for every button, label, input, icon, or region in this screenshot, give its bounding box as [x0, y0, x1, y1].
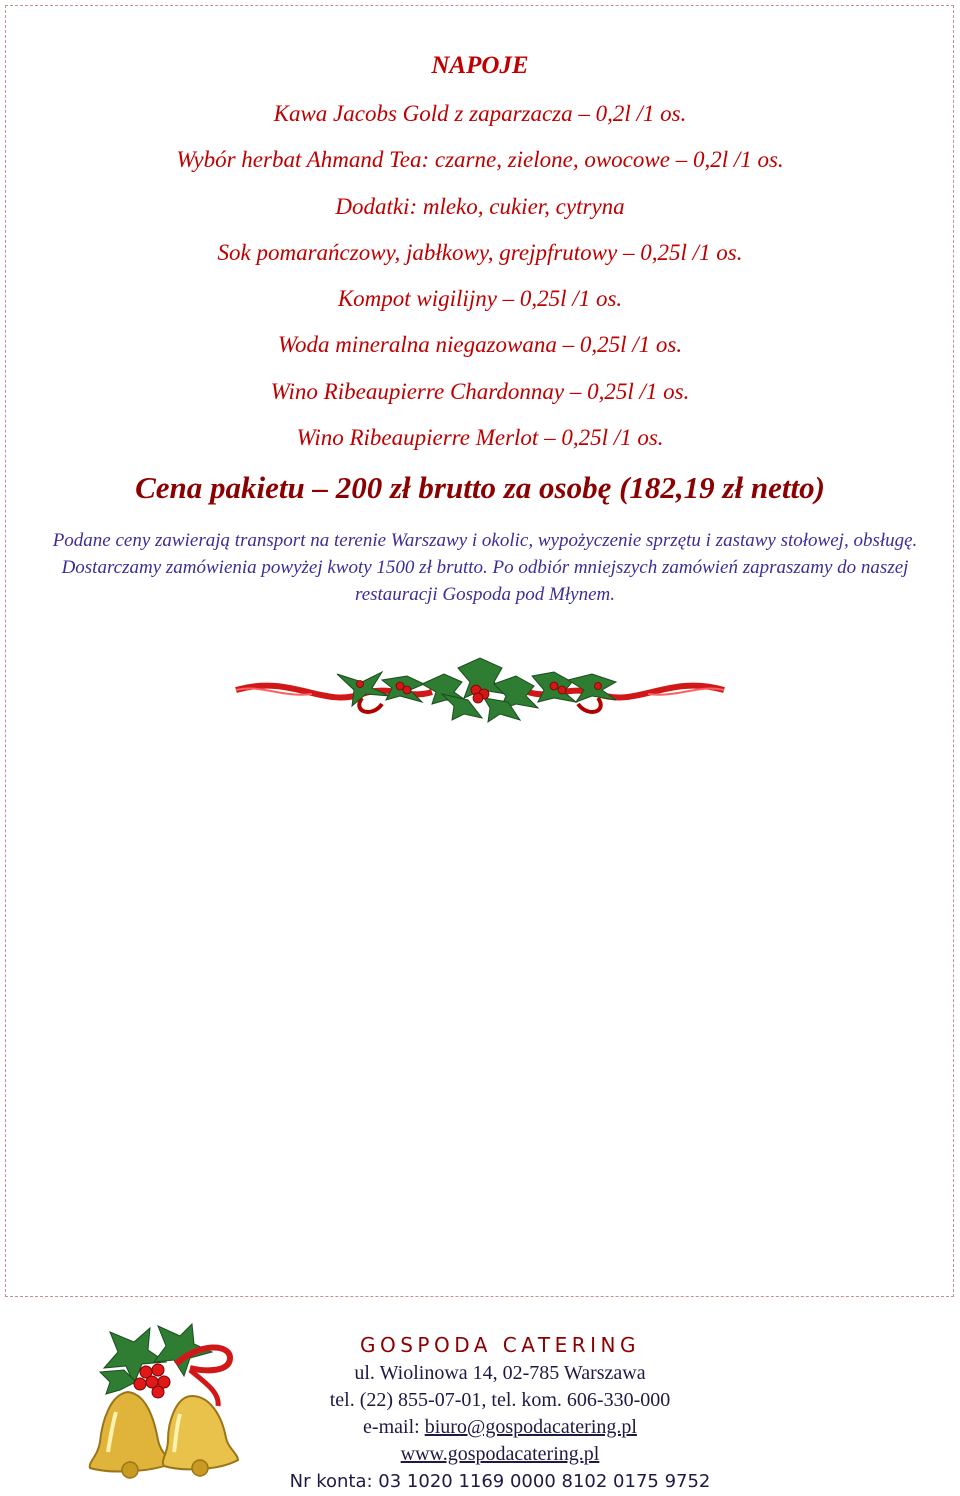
holly-garland-icon — [232, 654, 728, 724]
drink-item: Sok pomarańczowy, jabłkowy, grejpfrutowy – 0,25l /1 os. — [217, 239, 743, 265]
section-title: NAPOJE — [431, 52, 529, 79]
company-name: GOSPODA CATERING — [359, 1333, 641, 1357]
email-label: e-mail: — [363, 1416, 425, 1438]
drink-item: Kawa Jacobs Gold z zaparzacza – 0,2l /1 os. — [273, 101, 687, 126]
package-price: Cena pakietu – 200 zł brutto za osobę (182,19 zł netto) — [135, 470, 825, 505]
drink-item: Dodatki: mleko, cukier, cytryna — [335, 193, 625, 219]
drink-item: Wybór herbat Ahmand Tea: czarne, zielone, owocowe – 0,2l /1 os. — [176, 147, 784, 173]
company-phone: tel. (22) 855-07-01, tel. kom. 606-330-000 — [329, 1389, 671, 1411]
website-link[interactable]: www.gospodacatering.pl — [400, 1443, 600, 1465]
drink-item: Wino Ribeaupierre Chardonnay – 0,25l /1 os. — [270, 378, 690, 404]
company-email-line — [250, 1414, 750, 1441]
christmas-bells-icon — [80, 1322, 250, 1482]
pricing-notice: Podane ceny zawierają transport na terenie Warszawy i okolic, wypożyczenie sprzętu i zastawy stołowej, obsługę. Dostarczamy zamówienia powyżej kwoty 1500 zł brutto. Po odbiór mniejszych zamówień zapraszamy do naszej restauracji Gospoda pod Młynem. — [52, 530, 918, 605]
drink-item: Kompot wigilijny – 0,25l /1 os. — [337, 286, 623, 312]
drinks-list — [0, 96, 960, 466]
drink-item: Wino Ribeaupierre Merlot – 0,25l /1 os. — [296, 425, 664, 451]
drink-item: Woda mineralna niegazowana – 0,25l /1 os. — [277, 332, 683, 358]
company-footer — [250, 1330, 750, 1496]
company-address: ul. Wiolinowa 14, 02-785 Warszawa — [354, 1362, 646, 1384]
bank-account: Nr konta: 03 1020 1169 0000 8102 0175 9752 — [289, 1471, 711, 1492]
email-link[interactable]: biuro@gospodacatering.pl — [424, 1416, 637, 1438]
